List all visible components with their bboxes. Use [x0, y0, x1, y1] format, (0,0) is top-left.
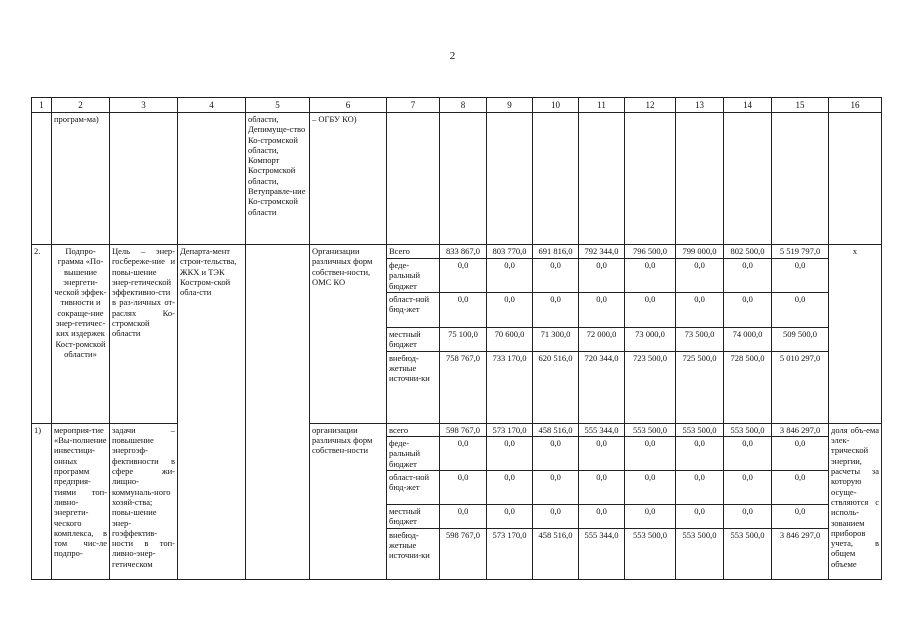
- funding-value: 0,0: [625, 292, 676, 327]
- funding-value: 0,0: [533, 505, 579, 529]
- subprogram-participants: Организации различных форм собствен-ности, ОМС КО: [310, 245, 387, 424]
- cont-program-name: програм-ма): [52, 113, 110, 245]
- funding-value: 553 500,0: [724, 528, 772, 579]
- funding-value: 573 170,0: [487, 528, 533, 579]
- funding-value: 0,0: [487, 437, 533, 471]
- target-indicator: х: [829, 245, 882, 424]
- funding-total: 0,0: [772, 259, 829, 293]
- funding-value: 0,0: [440, 471, 487, 505]
- funding-value: 458 516,0: [533, 423, 579, 436]
- funding-value: 0,0: [676, 505, 724, 529]
- funding-value: 553 500,0: [625, 528, 676, 579]
- col-header: 1: [32, 98, 52, 113]
- funding-value: 796 500,0: [625, 245, 676, 259]
- col-header: 12: [625, 98, 676, 113]
- funding-value: 0,0: [625, 505, 676, 529]
- funding-source: всего: [387, 423, 440, 436]
- funding-value: 833 867,0: [440, 245, 487, 259]
- funding-value: 0,0: [440, 292, 487, 327]
- funding-value: 0,0: [487, 505, 533, 529]
- funding-value: 0,0: [625, 471, 676, 505]
- row-number: 2.: [32, 245, 52, 424]
- col-header: 14: [724, 98, 772, 113]
- funding-value: 0,0: [487, 259, 533, 293]
- funding-value: 573 170,0: [487, 423, 533, 436]
- header-row: [32, 98, 882, 113]
- funding-total: 0,0: [772, 505, 829, 529]
- funding-value: 0,0: [440, 437, 487, 471]
- funding-value: 0,0: [579, 292, 625, 327]
- funding-value: 0,0: [533, 471, 579, 505]
- funding-value: 0,0: [579, 471, 625, 505]
- funding-value: 725 500,0: [676, 351, 724, 423]
- cont-participants: – ОГБУ КО): [310, 113, 387, 245]
- funding-source: местный бюджет: [387, 327, 440, 351]
- funding-total: 509 500,0: [772, 327, 829, 351]
- funding-value: 0,0: [579, 259, 625, 293]
- funding-value: 0,0: [533, 437, 579, 471]
- funding-value: 0,0: [440, 259, 487, 293]
- funding-value: 73 000,0: [625, 327, 676, 351]
- funding-total: 0,0: [772, 437, 829, 471]
- program-table: [31, 97, 882, 580]
- activity-name: мероприя-тие «Вы-полнение инвестици-онных программ предприя-тиями топ-ливно-энергети-ческого комплекса, в том чис-ле подпро-: [52, 423, 110, 579]
- funding-value: 0,0: [676, 259, 724, 293]
- funding-value: 555 344,0: [579, 528, 625, 579]
- funding-source: внебюд-жетные источни-ки: [387, 351, 440, 423]
- funding-value: 458 516,0: [533, 528, 579, 579]
- funding-value: 799 000,0: [676, 245, 724, 259]
- subprogram-name: Подпро-грамма «По-вышение энергети-ческой эффек-тивности и сокраще-ние энер-гетичес-ких издержек Кост-ромской области»: [52, 245, 110, 424]
- funding-value: 0,0: [579, 437, 625, 471]
- funding-value: 723 500,0: [625, 351, 676, 423]
- funding-total: 5 010 297,0: [772, 351, 829, 423]
- col-header: 11: [579, 98, 625, 113]
- funding-value: 0,0: [676, 471, 724, 505]
- continuation-row: [32, 113, 882, 245]
- funding-value: 0,0: [625, 437, 676, 471]
- funding-value: 0,0: [579, 505, 625, 529]
- col-header: 10: [533, 98, 579, 113]
- funding-value: 553 500,0: [676, 423, 724, 436]
- col-header: 8: [440, 98, 487, 113]
- funding-value: 0,0: [533, 259, 579, 293]
- table-row: [32, 245, 882, 259]
- funding-value: 0,0: [625, 259, 676, 293]
- cont-coexecutors: области, Депимуще-ство Ко-стромской области, Компорт Костромской области, Ветуправле-ние Ко-стромской области: [246, 113, 310, 245]
- funding-total: 3 846 297,0: [772, 423, 829, 436]
- col-header: 15: [772, 98, 829, 113]
- funding-total: 3 846 297,0: [772, 528, 829, 579]
- funding-value: 733 170,0: [487, 351, 533, 423]
- funding-source: феде-ральный бюджет: [387, 259, 440, 293]
- funding-value: 0,0: [487, 471, 533, 505]
- funding-value: 758 767,0: [440, 351, 487, 423]
- col-header: 13: [676, 98, 724, 113]
- funding-value: 555 344,0: [579, 423, 625, 436]
- funding-source: местный бюджет: [387, 505, 440, 529]
- funding-value: 0,0: [487, 292, 533, 327]
- funding-value: 620 516,0: [533, 351, 579, 423]
- funding-value: 720 344,0: [579, 351, 625, 423]
- subprogram-goal: Цель – энер-госбереже-ние и повы-шение энер-гетической эффективно-сти в раз-личных от-раслях Ко-стромской области: [110, 245, 178, 424]
- funding-source: феде-ральный бюджет: [387, 437, 440, 471]
- col-header: 4: [178, 98, 246, 113]
- funding-value: 0,0: [724, 259, 772, 293]
- funding-value: 73 500,0: [676, 327, 724, 351]
- funding-value: 0,0: [533, 292, 579, 327]
- funding-value: 553 500,0: [625, 423, 676, 436]
- activity-participants: организации различных форм собствен-ности: [310, 423, 387, 579]
- col-header: 9: [487, 98, 533, 113]
- funding-total: 5 519 797,0: [772, 245, 829, 259]
- page-number: 2: [449, 50, 456, 62]
- funding-total: 0,0: [772, 292, 829, 327]
- funding-value: 0,0: [724, 292, 772, 327]
- funding-value: 71 300,0: [533, 327, 579, 351]
- funding-source: внебюд-жетные источни-ки: [387, 528, 440, 579]
- funding-value: 598 767,0: [440, 528, 487, 579]
- col-header: 3: [110, 98, 178, 113]
- activity-goal: задачи – повышение энергоэф-фективности в сфере жи-лищно-коммуналь-ного хозяй-ства; повы-шение энер-гоэффектив-ности в топ-ливно-энер-гетическом: [110, 423, 178, 579]
- col-header: 2: [52, 98, 110, 113]
- col-header: 5: [246, 98, 310, 113]
- funding-value: 72 000,0: [579, 327, 625, 351]
- responsible-executor: Департа-мент строи-тельства, ЖКХ и ТЭК Костром-ской обла-сти: [178, 245, 246, 580]
- table-row: [32, 423, 882, 436]
- funding-value: 0,0: [724, 437, 772, 471]
- funding-value: 0,0: [724, 505, 772, 529]
- funding-value: 0,0: [676, 292, 724, 327]
- funding-value: 598 767,0: [440, 423, 487, 436]
- funding-value: 75 100,0: [440, 327, 487, 351]
- col-header: 7: [387, 98, 440, 113]
- row-number: 1): [32, 423, 52, 579]
- funding-value: 691 816,0: [533, 245, 579, 259]
- funding-source: област-ной бюд-жет: [387, 471, 440, 505]
- funding-value: 70 600,0: [487, 327, 533, 351]
- funding-total: 0,0: [772, 471, 829, 505]
- funding-source: област-ной бюд-жет: [387, 292, 440, 327]
- funding-value: 728 500,0: [724, 351, 772, 423]
- funding-value: 0,0: [676, 437, 724, 471]
- funding-value: 0,0: [724, 471, 772, 505]
- col-header: 6: [310, 98, 387, 113]
- funding-value: 553 500,0: [724, 423, 772, 436]
- funding-value: 792 344,0: [579, 245, 625, 259]
- col-header: 16: [829, 98, 882, 113]
- funding-value: 803 770,0: [487, 245, 533, 259]
- target-indicator: доля объ-ема элек-трической энергии, расчеты за которую осуще-ствляются с исполь-зованием приборов учета, в общем объеме: [829, 423, 882, 579]
- funding-value: 0,0: [440, 505, 487, 529]
- funding-value: 74 000,0: [724, 327, 772, 351]
- funding-source: Всего: [387, 245, 440, 259]
- funding-value: 802 500,0: [724, 245, 772, 259]
- funding-value: 553 500,0: [676, 528, 724, 579]
